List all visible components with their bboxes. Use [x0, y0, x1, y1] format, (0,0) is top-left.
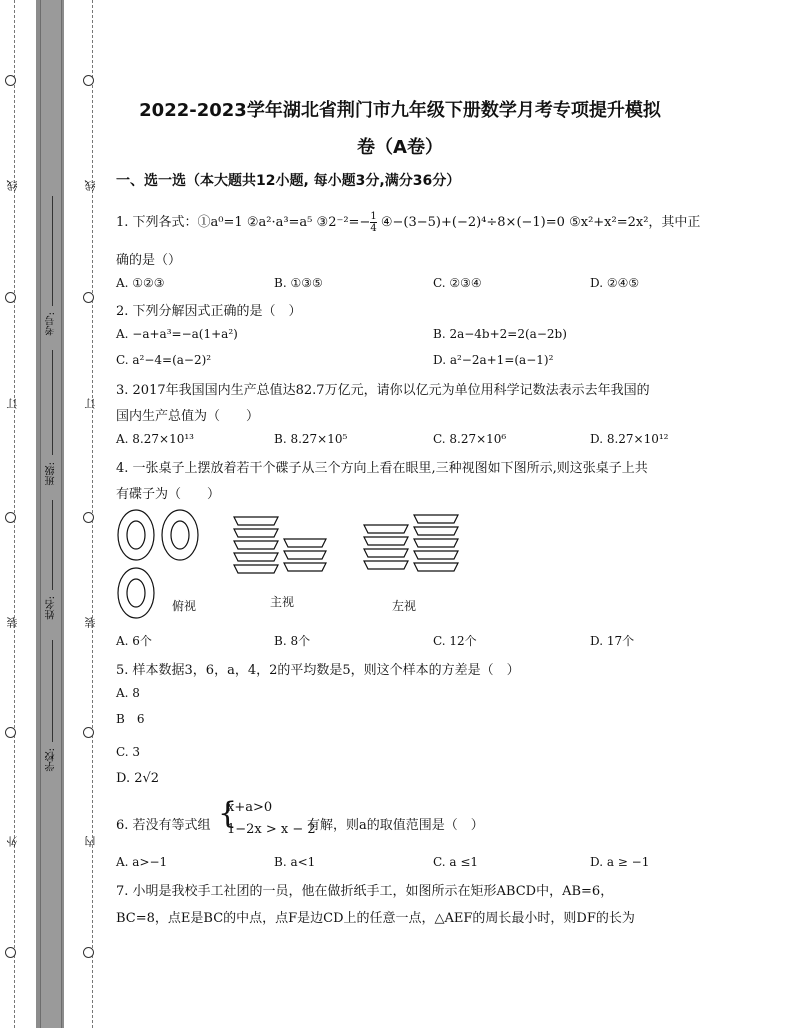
field-label-school: 学校: [46, 748, 57, 772]
q3-option-a[interactable]: A. 8.27×10¹³ [116, 432, 194, 446]
q4-option-a[interactable]: A. 6个 [116, 634, 152, 648]
hole-circle [83, 947, 94, 958]
q6-tail: 有解，则a的取值范围是（ ） [307, 818, 484, 833]
field-label-exam-number: 考号: [46, 312, 57, 336]
left-view-stack-right [414, 515, 458, 571]
q5-stem: 5. 样本数据3，6，a，4，2的平均数是5，则这个样本的方差是（ ） [116, 663, 520, 678]
q1-tail: ，其中正 [648, 215, 701, 230]
q1-line2: 确的是（） [116, 253, 182, 268]
fraction-denominator: 4 [370, 223, 377, 234]
q2-option-d[interactable]: D. a²−2a+1=(a−1)² [433, 353, 554, 367]
q5-option-a[interactable]: A. 8 [116, 686, 140, 700]
q4-stem-line2: 有碟子为（ ） [116, 487, 221, 502]
q1-option-b[interactable]: B. ①③⑤ [274, 276, 323, 290]
left-view-stack-left [364, 525, 408, 569]
section-heading: 一、选一选（本大题共12小题, 每小题3分,满分36分） [116, 173, 461, 189]
q3-stem-line1: 3. 2017年我国国内生产总值达82.7万亿元，请你以亿元为单位用科学记数法表示去年我国的 [116, 383, 650, 398]
q1-item: ⑤x²+x²=2x² [569, 215, 649, 230]
binding-char: 装 [6, 617, 19, 628]
hole-circle [5, 292, 16, 303]
fraction-numerator: 1 [370, 211, 377, 222]
top-view-plate-inner [127, 579, 145, 607]
field-line [52, 500, 53, 590]
hole-circle [5, 75, 16, 86]
q6-option-d[interactable]: D. a ≥ −1 [590, 855, 650, 869]
q5-option-d[interactable]: D. 2√2 [116, 771, 160, 786]
binding-char: 订 [6, 398, 19, 409]
q7-stem-line2: BC=8，点E是BC的中点，点F是边CD上的任意一点，△AEF的周长最小时，则DF的长为 [116, 911, 635, 926]
hole-circle [5, 947, 16, 958]
q1-item: ③2⁻²=− [316, 215, 371, 230]
fraction [370, 211, 376, 234]
binding-char: 线 [84, 180, 97, 191]
q1-item: ①a⁰=1 [197, 215, 243, 230]
front-view-stack-left [234, 517, 278, 573]
q4-option-b[interactable]: B. 8个 [274, 634, 311, 648]
q6-option-c[interactable]: C. a ≤1 [433, 855, 479, 869]
q2-option-b[interactable]: B. 2a−4b+2=2(a−2b) [433, 327, 567, 341]
q5-option-b[interactable]: B 6 [116, 712, 145, 726]
view-label-top: 俯视 [172, 599, 197, 613]
binding-char: 外 [6, 836, 19, 847]
view-label-front: 主视 [270, 595, 295, 609]
q3-option-d[interactable]: D. 8.27×10¹² [590, 432, 669, 446]
q6-inequality-1: x+a>0 [227, 800, 273, 815]
q5-option-c[interactable]: C. 3 [116, 745, 141, 759]
q4-option-d[interactable]: D. 17个 [590, 634, 635, 648]
top-view-plate [162, 510, 198, 560]
hole-circle [5, 512, 16, 523]
q1-option-d[interactable]: D. ②④⑤ [590, 276, 640, 290]
q6-option-b[interactable]: B. a<1 [274, 855, 316, 869]
q1-item: ②a²·a³=a⁵ [246, 215, 313, 230]
field-line [52, 350, 53, 455]
q2-stem: 2. 下列分解因式正确的是（ ） [116, 304, 302, 319]
q6-inequality-2: 1−2x > x − 2 [227, 822, 316, 837]
q4-option-c[interactable]: C. 12个 [433, 634, 477, 648]
q3-option-c[interactable]: C. 8.27×10⁶ [433, 432, 507, 446]
q3-stem-line2: 国内生产总值为（ ） [116, 409, 260, 424]
top-view-plate [118, 510, 154, 560]
hole-circle [83, 727, 94, 738]
binding-char: 装 [84, 617, 97, 628]
hole-circle [83, 292, 94, 303]
binding-char: 内 [84, 836, 97, 847]
top-view-plate-inner [171, 521, 189, 549]
field-line [52, 196, 53, 306]
q3-option-b[interactable]: B. 8.27×10⁵ [274, 432, 348, 446]
hole-circle [83, 75, 94, 86]
q1-option-c[interactable]: C. ②③④ [433, 276, 482, 290]
field-label-class: 班级: [46, 462, 57, 486]
q1-option-a[interactable]: A. ①②③ [116, 276, 165, 290]
top-view-plate [118, 568, 154, 618]
page-title-line2: 卷（A卷） [357, 137, 443, 158]
system-brace: { [218, 796, 238, 831]
q4-stem-line1: 4. 一张桌子上摆放着若干个碟子从三个方向上看在眼里,三种视图如下图所示,则这张桌子上共 [116, 461, 648, 476]
binding-band-inner [40, 0, 62, 1028]
binding-char: 线 [6, 180, 19, 191]
hole-circle [5, 727, 16, 738]
field-label-name: 姓名: [46, 596, 57, 620]
q6-option-a[interactable]: A. a>−1 [116, 855, 168, 869]
top-view-plate-inner [127, 521, 145, 549]
binding-char: 订 [84, 398, 97, 409]
hole-circle [83, 512, 94, 523]
q6-lead: 6. 若没有等式组 [116, 818, 211, 833]
field-line [52, 640, 53, 742]
q1-stem [116, 211, 700, 234]
view-label-left: 左视 [392, 599, 417, 613]
page-title: 2022-2023学年湖北省荆门市九年级下册数学月考专项提升模拟 [139, 100, 661, 121]
q1-item: ④−(3−5)+(−2)⁴÷8×(−1)=0 [380, 215, 565, 230]
q1-lead: 1. 下列各式： [116, 215, 198, 230]
q2-option-c[interactable]: C. a²−4=(a−2)² [116, 353, 212, 367]
q2-option-a[interactable]: A. −a+a³=−a(1+a²) [116, 327, 238, 341]
front-view-stack-right [284, 539, 326, 571]
q7-stem-line1: 7. 小明是我校手工社团的一员，他在做折纸手工，如图所示在矩形ABCD中，AB=6， [116, 884, 614, 899]
